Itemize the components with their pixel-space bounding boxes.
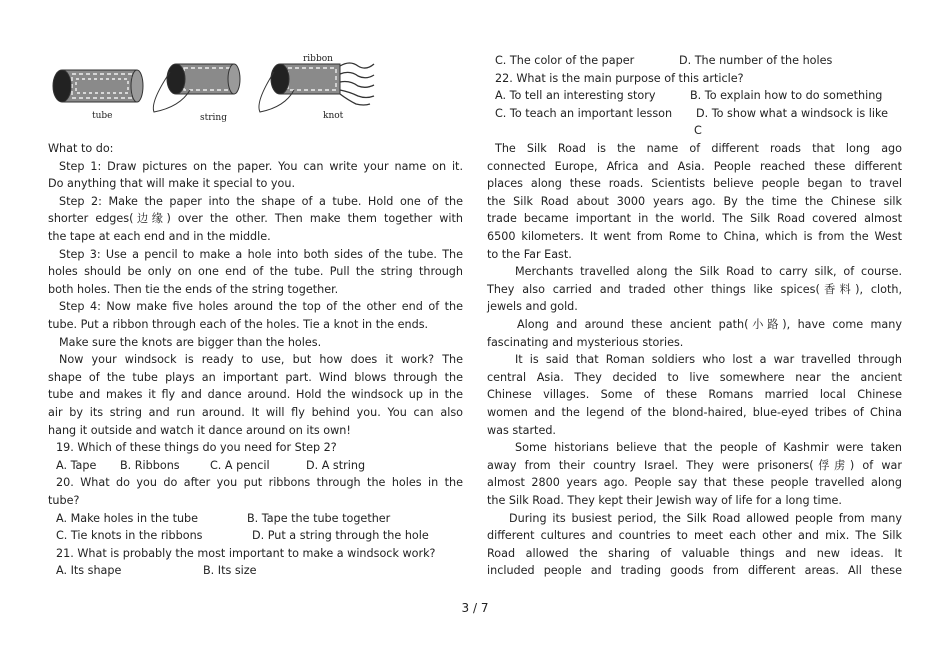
windsock-paragraph-line: air by its string and run around. It will fly behind you. You can also [48,406,463,419]
q21-option-a: A. Its shape [56,564,122,578]
ribbon-knot-drawing [259,63,374,112]
q20-option-b: B. Tape the tube together [247,511,391,525]
q20-question: 20. What do you do after you put ribbons through the holes in the [56,476,463,490]
silk-p2-line: They also carried and traded other things like spices(香料), cloth, [487,282,902,296]
windsock-paragraph-line: shape of the tube plays an important part. Wind blows through the [48,370,463,384]
string-drawing [153,64,240,112]
figure-label-tube: tube [92,111,113,121]
q20-option-a: A. Make holes in the tube [56,511,199,525]
q22-answer: C [694,124,702,138]
silk-p6-line: During its busiest period, the Silk Road allowed people from many [509,511,902,525]
q21-options-row2 [487,52,902,70]
silk-p1-line: 6500 kilometers. It went from Rome to China, which is from the West [487,230,902,243]
q21-question: 21. What is probably the most important to make a windsock work? [56,546,436,560]
figure-label-ribbon: ribbon [303,54,333,64]
q20-options-row2 [48,527,463,545]
q21-option-c: C. The color of the paper [495,54,635,67]
silk-p5-line: away from their country Israel. They were prisoners(俘虏) of war [487,458,902,472]
windsock-paragraph-line: tube and makes it fly and dance around. Hold the windsock up in the [48,388,463,402]
silk-p3-line: fascinating and mysterious stories. [487,335,684,349]
q22-option-b: B. To explain how to do something [690,89,883,103]
step4-line: tube. Put a ribbon through each of the holes. Tie a knot in the ends. [48,318,429,331]
tube-drawing [53,70,143,102]
silk-p5-line: the Silk Road. They kept their Jewish way of life for a long time. [487,494,842,507]
silk-p1-line: trade became important in the world. The Silk Road covered almost [487,212,902,226]
section-heading: What to do: [48,142,114,155]
q22-option-c: C. To teach an important lesson [495,106,673,120]
silk-p6-line: Road allowed the sharing of valuable things and new ideas. It [487,546,902,560]
knot-note: Make sure the knots are bigger than the holes. [59,335,322,349]
step2-line: Step 2: Make the paper into the shape of a tube. Hold one of the [59,194,463,208]
q22-option-d: D. To show what a windsock is like [696,106,888,120]
silk-p2-line: Merchants travelled along the Silk Road to carry silk, of course. [515,265,902,279]
step1-line: Step 1: Draw pictures on the paper. You can write your name on it. [59,159,463,173]
q21-options-row1 [48,562,463,580]
q22-option-a: A. To tell an interesting story [495,89,656,103]
q21-option-d: D. The number of the holes [679,54,833,67]
q19-option-b: B. Ribbons [120,458,180,472]
page-number: 3 / 7 [461,601,489,615]
silk-p1-line: places along these roads. Scientists believe people began to travel [487,177,902,191]
q22-answer-line [487,122,902,140]
silk-p1-line: the Silk Road about 3000 years ago. By the time the Chinese silk [487,194,902,208]
q19-option-c: C. A pencil [210,458,270,472]
silk-p5-line: Some historians believe that the people of Kashmir were taken [515,441,902,455]
step3-line: holes should be only on one end of the tube. Pull the string through [48,265,463,279]
q22-question: 22. What is the main purpose of this article? [495,71,744,85]
q20-options-row1 [48,510,463,528]
step2-line: shorter edges(边缘) over the other. Then make them together with [48,212,463,226]
step4-line: Step 4: Now make five holes around the top of the other end of the [59,300,463,314]
silk-p3-line: Along and around these ancient path(小路), have come many [517,318,902,331]
step1-line: Do anything that will make it special to you. [48,177,296,191]
silk-p4-line: Chinese villages. Some of these Romans married local Chinese [487,388,902,402]
silk-p1-line: to the Far East. [487,247,572,261]
step3-line: both holes. Then tie the ends of the string together. [48,282,339,296]
silk-p1-line: connected Europe, Africa and Asia. People reached these different [487,159,902,173]
windsock-paragraph-line: Now your windsock is ready to use, but how does it work? The [59,353,463,367]
q22-options-row1 [487,87,902,105]
q20-option-c: C. Tie knots in the ribbons [56,529,203,543]
q19-question: 19. Which of these things do you need for Step 2? [56,441,337,455]
windsock-paragraph-line: hang it outside and watch it dance around on its own! [48,423,351,437]
figure-label-string: string [200,113,227,122]
q19-option-d: D. A string [306,458,366,472]
step3-line: Step 3: Use a pencil to make a hole into both sides of the tube. The [59,247,463,261]
silk-p6-line: included people and trading goods from different areas. All these [487,564,902,578]
silk-p5-line: almost 2800 years ago. People say that these people travelled along [487,476,902,490]
silk-p4-line: women and the legend of the blond-haired, blue-eyed tribes of China [487,406,902,419]
q21-option-b: B. Its size [203,564,257,578]
figure-label-knot: knot [323,111,344,121]
silk-p6-line: different cultures and countries to meet each other and mix. The Silk [487,529,902,543]
q22-options-row2 [487,105,902,123]
q20-question: tube? [48,494,80,507]
silk-p4-line: It is said that Roman soldiers who lost a war travelled through [515,353,902,367]
silk-p2-line: jewels and gold. [487,300,578,314]
silk-p1-line: The Silk Road is the name of different roads that long ago [495,142,902,155]
windsock-figure [50,52,385,122]
q19-option-a: A. Tape [56,458,97,472]
step2-line: the tape at each end and in the middle. [48,230,271,243]
silk-p4-line: central Asia. They decided to live somewhere near the ancient [487,370,902,384]
q19-options [48,457,463,475]
q20-option-d: D. Put a string through the hole [252,529,429,543]
silk-p4-line: was started. [487,423,556,437]
